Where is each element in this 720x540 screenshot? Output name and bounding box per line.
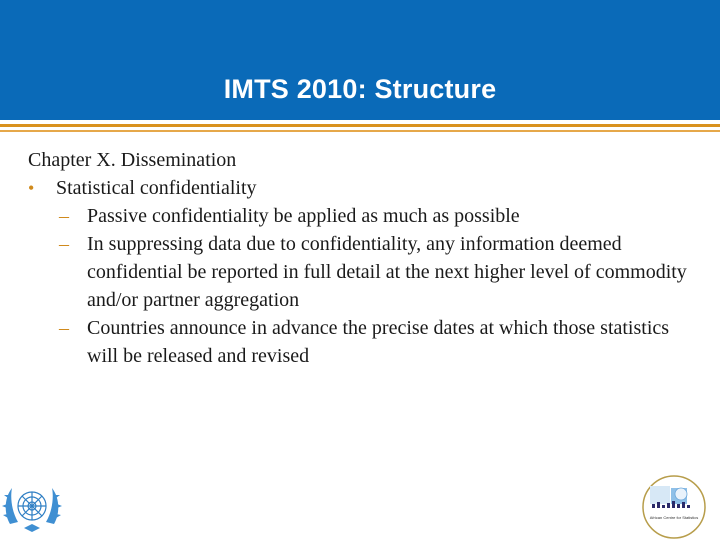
chapter-heading: Chapter X. Dissemination xyxy=(28,149,237,171)
subbullet-dash: – xyxy=(59,205,69,227)
subbullet-text: Countries announce in advance the precise dates at which those statistics will be released and revised xyxy=(87,317,670,367)
subbullet-item xyxy=(28,202,697,230)
slide-header xyxy=(0,0,720,120)
header-divider-thick xyxy=(0,124,720,127)
subbullet-text: In suppressing data due to confidentiality, any information deemed confidential be reported in full detail at the next higher level of commodity and/or partner aggregation xyxy=(87,233,687,311)
slide-title: IMTS 2010: Structure xyxy=(223,74,497,104)
acs-logo-caption: African Centre for Statistics xyxy=(649,515,699,520)
un-emblem-logo xyxy=(0,478,64,540)
subbullet-item xyxy=(28,230,697,314)
bullet-text: Statistical confidentiality xyxy=(56,177,257,199)
bullet-dot: • xyxy=(28,178,35,198)
subbullet-text: Passive confidentiality be applied as much as possible xyxy=(87,205,520,227)
subbullet-item xyxy=(28,314,697,370)
subbullet-dash: – xyxy=(59,317,69,339)
subbullet-dash: – xyxy=(59,233,69,255)
header-divider-thin xyxy=(0,130,720,132)
bullet-item xyxy=(28,174,708,202)
slide-body xyxy=(28,146,708,370)
acs-logo xyxy=(636,474,712,540)
